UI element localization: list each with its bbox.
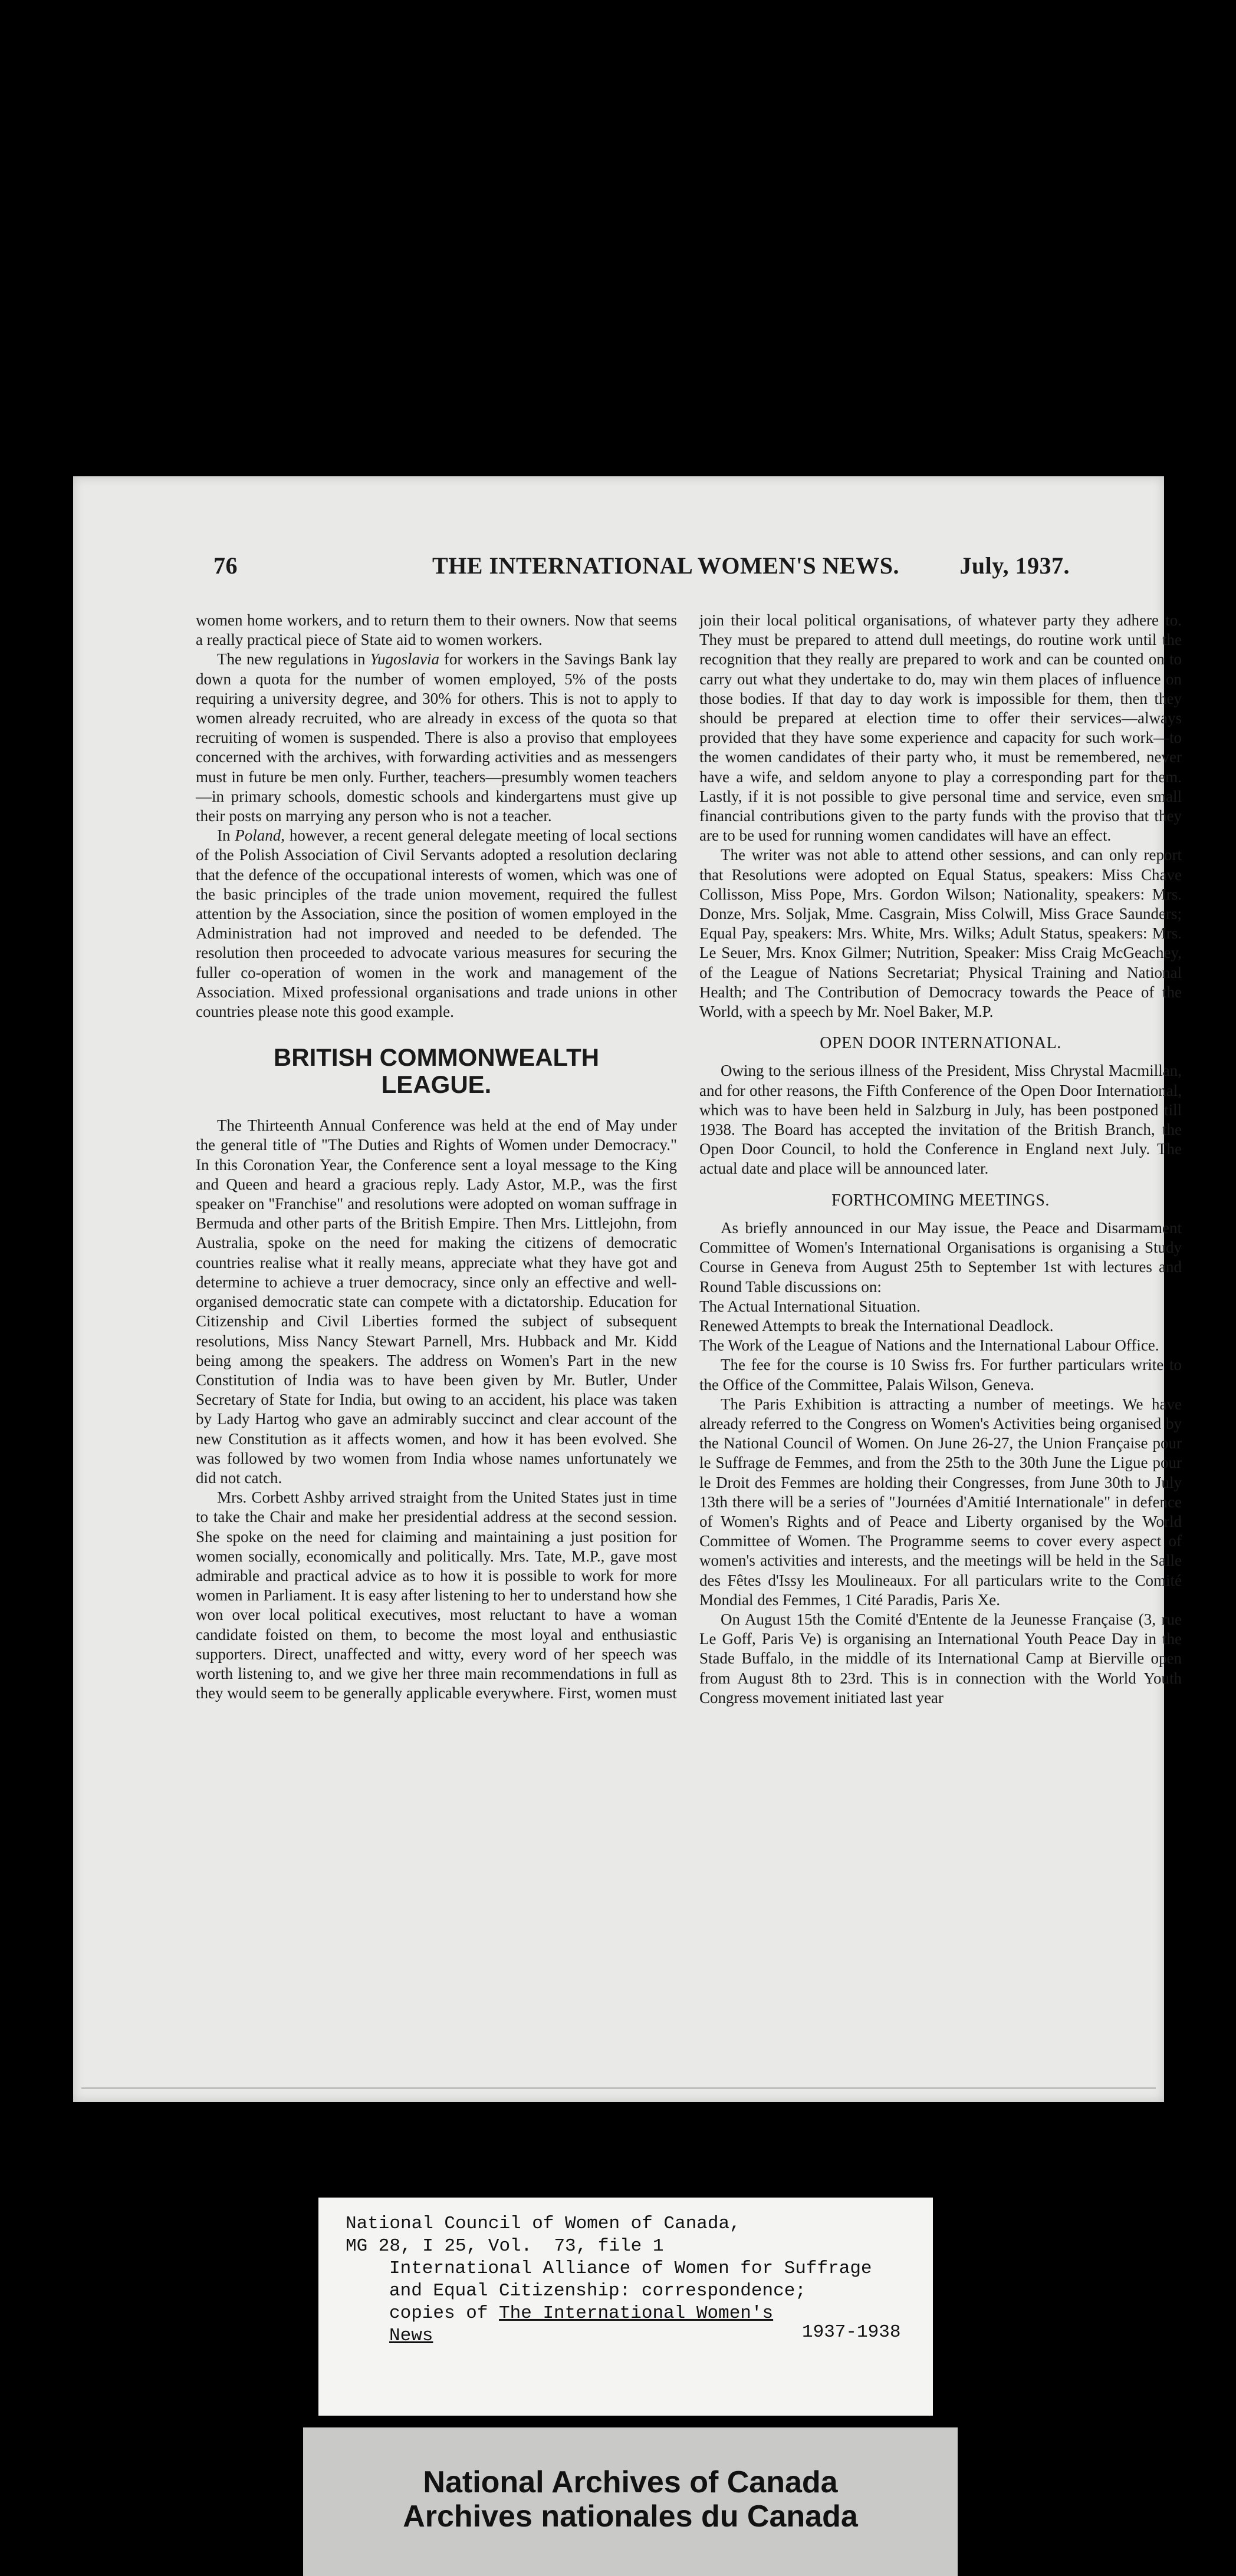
article-paragraph: As briefly announced in our May issue, the Peace and Disarmament Committee of Women's International Organisations is organising a Study Course in Geneva from August 25th to September 1st with lectures and Round Table discussions on: [699,1218,1182,1296]
article-paragraph: women home workers, and to return them to their owners. Now that seems a really practical piece of State aid to women workers. [196,611,677,649]
article-paragraph: The new regulations in Yugoslavia for workers in the Savings Bank lay down a quota for the number of women employed, 5% of the posts requiring a university degree, and 30% for others. This is not to apply to women already recruited, who are already in excess of the quota so that recruiting of women is suspended. There is also a proviso that employees concerned with the archives, with forwarding activities and as messengers must in future be men only. Further, teachers—presumbly women teachers—in primary schools, domestic schools and kindergartens must give up their posts on marrying any person who is not a teacher. [196,650,677,825]
page-number: 76 [213,552,238,579]
article-paragraph: In Poland, however, a recent general delegate meeting of local sections of the Polish Association of Civil Servants adopted a resolution declaring that the defence of the occupational interests of women, which was one of the basic principles of the trade union movement, required the fullest attention by the Association, since the position of women employed in the Administration had not improved and needed to be defended. The resolution then proceeded to advocate various measures for securing the fuller co-operation of women in the work and management of the Association. Mixed professional organisations and trade unions in other countries please note this good example. [196,826,677,1021]
article-paragraph: Owing to the serious illness of the President, Miss Chrystal Macmillan, and for other reasons, the Fifth Conference of the Open Door International, which was to have been held in Salzburg in July, has been postponed till 1938. The Board has accepted the invitation of the British Branch, the Open Door Council, to hold the Conference in England next July. The actual date and place will be announced later. [699,1062,1182,1178]
article-paragraph: The fee for the course is 10 Swiss frs. For further particulars write to the Office of the Committee, Palais Wilson, Geneva. [699,1356,1182,1394]
article-paragraph: On August 15th the Comité d'Entente de la Jeunesse Française (3, rue Le Goff, Paris Ve) is organising an International Youth Peace Day in the Stade Buffalo, in the middle of its International Camp at Bierville open from August 8th to 23rd. This is in connection with the World Youth Congress movement initiated last year [699,1610,1182,1707]
archive-name-en: National Archives of Canada [423,2465,838,2499]
archive-stamp [303,2427,958,2576]
article-paragraph: The Thirteenth Annual Conference was held at the end of May under the general title of "The Duties and Rights of Women under Democracy." In this Coronation Year, the Conference sent a loyal message to the King and Queen and heard a gracious reply. Lady Astor, M.P., was the first speaker on "Franchise" and resolutions were adopted on woman suffrage in Bermuda and other parts of the British Empire. Then Mrs. Littlejohn, from Australia, spoke on the need for making the citizens of democratic countries realise what it really means, appreciate what they have got and determine to achieve a truer democracy, since only an effective and well-organised democratic state can compete with a dictatorship. Education for Citizenship and Civil Liberties formed the subject of subsequent resolutions, Miss Nancy Stewart Parnell, Mrs. Hubback and Mr. Kidd being among the speakers. The address on Women's Part in the new Constitution of India was to have been given by Mr. Butler, Under Secretary of State for India, but owing to an accident, his place was taken by Lady Hartog who gave an admirably succinct and clear account of the new Constitution as it affects women, and how it has been evolved. She was followed by two women from India whose names unfortunately we did not catch. [196,1116,677,1487]
list-item: The Work of the League of Nations and the International Labour Office. [699,1336,1159,1355]
label-line: MG 28, I 25, Vol. 73, file 1 [346,2236,664,2257]
country-name: Yugoslavia [370,650,439,668]
publication-title: THE INTERNATIONAL WOMEN'S NEWS. [432,552,899,579]
label-line: International Alliance of Women for Suffrage [389,2258,872,2279]
list-item: Renewed Attempts to break the International Deadlock. [699,1316,1054,1335]
label-line: National Council of Women of Canada, [346,2213,741,2234]
label-line: and Equal Citizenship: correspondence; [389,2281,806,2301]
section-heading-open-door: OPEN DOOR INTERNATIONAL. [820,1034,1061,1053]
issue-date: July, 1937. [959,552,1070,579]
article-paragraph: The writer was not able to attend other sessions, and can only report that Resolutions were adopted on Equal Status, speakers: Miss Chave Collisson, Miss Pope, Mrs. Gordon Wilson; Nationality, speakers: Mrs. Donze, Mrs. Soljak, Mme. Casgrain, Miss Colwill, Miss Grace Saunders; Equal Pay, speakers: Mrs. White, Mrs. Wilks; Adult Status, speakers: Mrs. Le Seuer, Mrs. Knox Gilmer; Nutrition, Speaker: Miss Craig McGeachey, of the League of Nations Secretariat; Physical Training and National Health; and The Contribution of Democracy towards the Peace of the World, with a speech by Mr. Noel Baker, M.P. [699,846,1182,1021]
article-paragraph: The Paris Exhibition is attracting a number of meetings. We have already referred to the Congress on Women's Activities being organised by the National Council of Women. On June 26-27, the Union Française pour le Suffrage de Femmes, and from the 25th to the 30th June the Ligue pour le Droit des Femmes are holding their Congresses, from June 30th to July 13th there will be a series of "Journées d'Amitié Internationale" in defence of Women's Rights and of Peace and Liberty organised by the World Committee of Women. The Programme seems to cover every aspect of women's activities and interests, and the meetings will be held in the Salle des Fêtes d'Issy les Moulineaux. For all particulars write to the Comité Mondial des Femmes, 1 Cité Paradis, Paris Xe. [699,1395,1182,1609]
list-item: The Actual International Situation. [699,1297,921,1315]
archive-name-fr: Archives nationales du Canada [403,2499,858,2534]
country-name: Poland [235,826,281,845]
left-column [196,611,677,1703]
label-line: News [389,2325,433,2346]
section-heading-forthcoming-meetings: FORTHCOMING MEETINGS. [831,1191,1050,1210]
article-paragraph: join their local political organisations, of whatever party they adhere to. They must be prepared to attend dull meetings, do routine work until the recognition that they really are prepared to work and can be counted on to carry out what they undertake to do, may win them places of influence on those bodies. If that day to day work is impossible for them, then they should be prepared at election time to offer their services—always provided that they have some experience and capacity for such work—to the women candidates of their party who, it must be remembered, never have a wife, and seldom anyone to play a corresponding part for them. Lastly, if it is not possible to give personal time and service, even small financial contributions given to the party funds with the proviso that they are to be used for running women candidates will have an effect. [699,611,1182,845]
article-paragraph: Mrs. Corbett Ashby arrived straight from the United States just in time to take the Chair and make her presidential address at the second session. She spoke on the need for claiming and maintaining a just position for women socially, economically and politically. Mrs. Tate, M.P., gave most admirable and practical advice as to how it is possible to work for more women in Parliament. It is easy after listening to her to understand how she won over local political executives, most reluctant to have a woman candidate foisted on them, to become the most loyal and enthusiastic supporters. Direct, unaffected and witty, every word of her speech was worth listening to, and we give her three main recommendations in full as they would seem to be generally applicable everywhere. First, women must [196,1488,677,1702]
label-years: 1937-1938 [802,2322,901,2343]
right-column [699,611,1182,1708]
newsletter-page [73,476,1182,2102]
archive-reference-label [318,2198,933,2416]
section-heading-british-commonwealth-league: BRITISH COMMONWEALTH LEAGUE. [273,1043,600,1099]
label-line: copies of The International Women's [389,2303,774,2324]
